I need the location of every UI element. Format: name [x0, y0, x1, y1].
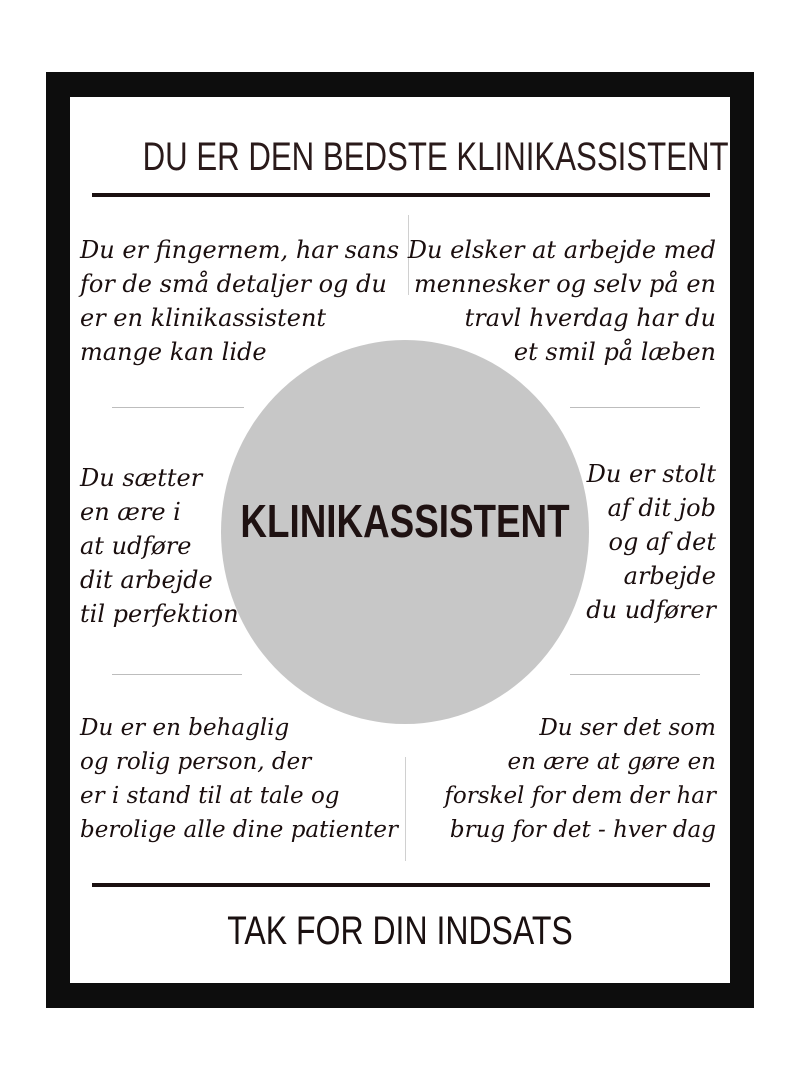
divider-right-upper	[570, 407, 700, 408]
top-divider	[92, 193, 710, 197]
quote-bottom-left: Du er en behaglig og rolig person, der er i stand til at tale og berolige alle dine patienter	[80, 715, 399, 843]
center-word: KLINIKASSISTENT	[240, 495, 570, 547]
quote-bottom-right: Du ser det som en ære at gøre en forskel for dem der har brug for det - hver dag	[444, 715, 716, 843]
divider-right-lower	[570, 674, 700, 675]
bottom-divider	[92, 883, 710, 887]
divider-left-lower	[112, 674, 242, 675]
divider-left-upper	[112, 407, 244, 408]
quote-top-right: Du elsker at arbejde med mennesker og selv på en travl hverdag har du et smil på læben	[407, 236, 716, 366]
quote-middle-left: Du sætter en ære i at udføre dit arbejde til perfektion	[80, 464, 239, 628]
quote-middle-right: Du er stolt af dit job og af det arbejde du udfører	[586, 460, 716, 624]
poster-footer: TAK FOR DIN INDSATS	[227, 909, 573, 953]
quote-top-left: Du er fingernem, har sans for de små detaljer og du er en klinikassistent mange kan lide	[80, 236, 400, 366]
poster	[70, 97, 730, 983]
poster-title: DU ER DEN BEDSTE KLINIKASSISTENT	[142, 135, 729, 179]
vertical-divider-bottom	[405, 757, 406, 861]
